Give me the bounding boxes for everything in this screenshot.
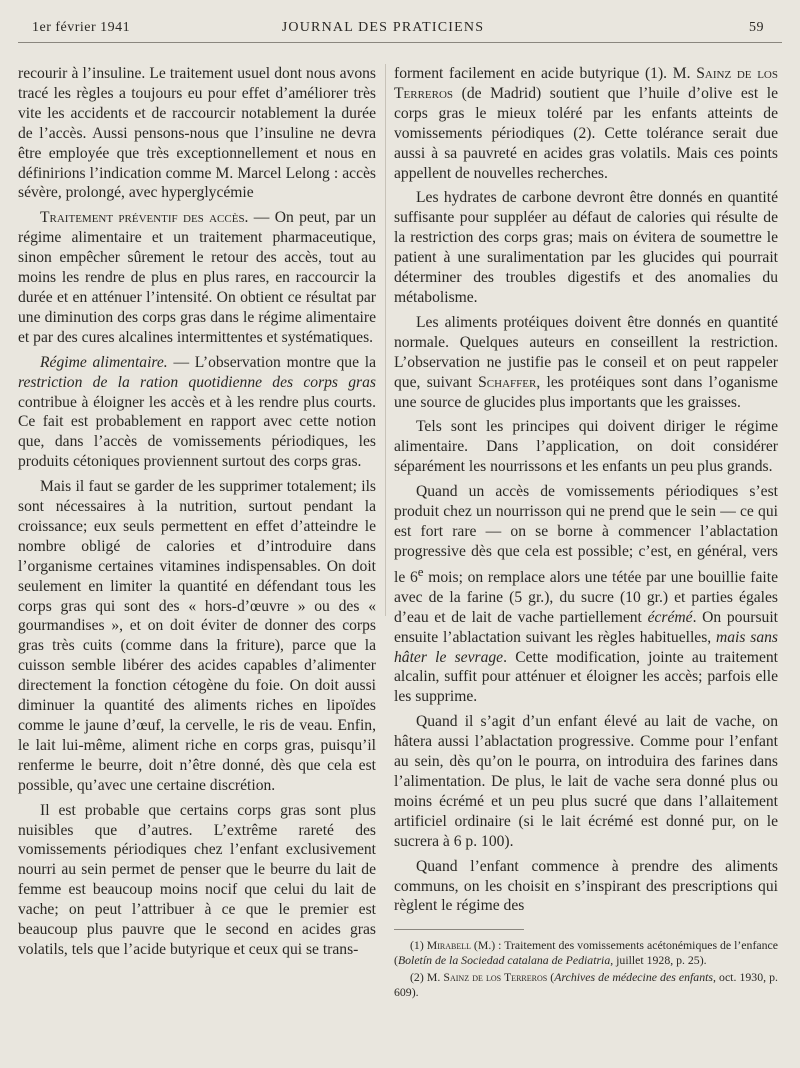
footnote-2 (394, 970, 778, 999)
nursling-emphasis-weaning: mais sans hâter le sevrage (394, 628, 778, 666)
diet-text-b: contribue à éloigner les accès et à les rendre plus courts. Ce fait est probablement en rapport avec cette notion que, dans l’accès de vomissements périodiques, les produits cétoniques proviennent surtout des corps gras. (18, 393, 376, 471)
footnote-2-text-b: , oct. 1930, p. 609). (394, 970, 779, 999)
nursling-text-b: mois; on remplace alors une tétée par une bouillie faite avec de la farine (5 gr.), du sucre (10 gr.) et parties égales d’eau et de lait de vache partiellement (394, 568, 778, 626)
paragraph-insulin: recourir à l’insuline. Le traitement usuel dont nous avons tracé les règles a toujours eu pour effet d’améliorer très vite les accidents et de raccourcir notablement la durée de l’accès. Aussi pensons-nous que l’insuline ne devra être employée que très exceptionnellement et nous en définirions l’indication comme M. Marcel Lelong : accès sévère, prolongé, avec hyperglycémie (18, 65, 376, 202)
paragraph-principles: Tels sont les principes qui doivent diriger le régime alimentaire. Dans l’application, on doit considérer séparément les nourrissons et les enfants un peu plus grands. (394, 418, 778, 476)
nursling-text-c: . On poursuit ensuite l’ablactation suivant les règles habituelles, (394, 608, 778, 646)
paragraph-preventive-treatment (18, 208, 376, 347)
footnote-1-text-b: , juillet 1928, p. 25). (610, 952, 707, 967)
paragraph-proteins (394, 313, 778, 413)
footnote-rule (394, 929, 524, 930)
paragraph-diet (18, 353, 376, 472)
diet-emphasis: restriction de la ration quotidienne des corps gras (18, 373, 376, 391)
nursling-emphasis-skimmed: écrémé (647, 608, 693, 626)
footnote-2-text-a: ( (547, 970, 555, 985)
footnote-2-author: Sainz de los Terreros (443, 970, 548, 985)
olive-text-a: forment facilement en acide butyrique (1). M. (394, 65, 697, 82)
issue-date: 1er février 1941 (32, 20, 131, 35)
footnote-1 (394, 938, 778, 967)
paragraph-nursling (394, 482, 778, 707)
paragraph-common-food: Quand l’enfant commence à prendre des aliments communs, on les choisit en s’inspirant des prescriptions qui règlent le régime des (394, 857, 778, 915)
header-rule (18, 42, 782, 43)
paragraph-fats-necessary: Mais il faut se garder de les supprimer totalement; ils sont nécessaires à la nutrition, surtout pendant la croissance; eux seuls permettent en effet d’atteindre le nombre obligé de calories et d’introduire dans l’organisme certaines vitamines indispensables. On doit seulement en limiter la quantité en défendant tous les corps gras qui sont des « hors-d’œuvre » ou des « gourmandises », et on doit éviter de donner des corps gras très cuits (comme dans la friture), parce que la cuisson semble libérer des acides capables d’alimenter directement la fonction cétogène du foie. On doit aussi diminuer la quantité des aliments riches en lipoïdes comme le jaune d’œuf, la cervelle, le ris de veau. Enfin, le lait lui-même, aliment riche en corps gras, puisqu’il renferme le beurre, doit n’être donné, dès que cela est possible, qu’avec une certaine discrétion. (18, 478, 376, 794)
footnote-1-journal: Boletín de la Sociedad catalana de Pediatria (397, 952, 611, 967)
footnote-2-number: (2) M. (410, 970, 444, 985)
proteins-text-a: Les aliments protéiques doivent être donnés en quantité normale. Quelques auteurs en conseillent la restriction. L’observation ne justifie pas le conseil et on peut rappeler que, suivant (394, 313, 778, 391)
preventive-text: — On peut, par un régime alimentaire et un traitement pharmaceutique, sinon empêcher sûrement le retour des accès, tout au moins les rendre de plus en plus rares, en raccourcir la durée et en atténuer l’intensité. On obtient ce résultat par une diminution des corps gras dans le régime alimentaire et par des cures alcalines intermittentes et systématiques. (18, 209, 376, 346)
olive-text-b: (de Madrid) soutient que l’huile d’olive est le corps gras le mieux toléré par les enfants atteints de vomissements périodiques (2). Cette tolérance serait due aussi à sa pauvreté en acides gras volatils. Mais ces points appellent de nouvelles recherches. (394, 84, 778, 182)
ordinal-superscript: e (417, 563, 424, 579)
journal-title: JOURNAL DES PRATICIENS (281, 20, 485, 35)
footnote-1-text-a: : Traitement des vomissements acétonémiques de l’enfance ( (394, 938, 778, 967)
nursling-text-a: Quand un accès de vomissements périodiques s’est produit chez un nourrisson qui ne prend que le sein — ce qui est fort rare — on se borne à commencer l’ablactation progressive dès que cela est possible; c’est, en général, vers le 6 (394, 483, 778, 586)
footnotes (394, 938, 778, 999)
section-heading-diet: Régime alimentaire. (40, 353, 168, 371)
author-sainz: Sainz de los Terreros (394, 65, 778, 102)
author-schaffer: Schaffer (478, 373, 537, 391)
column-divider (385, 64, 386, 616)
nursling-text-d: . Cette modification, jointe au traitement alcalin, suffit pour atténuer et éloigner les accès; parfois elle les supprime. (394, 648, 778, 706)
footnote-1-author: Mirabell (M.) (426, 938, 496, 952)
page-number: 59 (749, 20, 764, 35)
right-column (394, 64, 778, 916)
paragraph-olive-oil (394, 64, 778, 183)
paragraph-carbohydrates: Les hydrates de carbone devront être donnés en quantité suffisante pour suppléer au défaut de calories qui résulte de la restriction des corps gras; mais on évitera de soumettre le patient à une suralimentation par les glucides qui pourrait déterminer des troubles digestifs et des anomalies du métabolisme. (394, 189, 778, 306)
section-heading-preventive: Traitement préventif des accès. (40, 209, 249, 227)
proteins-text-b: , les protéiques sont dans l’oganisme une source de glucides plus importants que les graisses. (394, 373, 778, 411)
paragraph-harmful-fats: Il est probable que certains corps gras sont plus nuisibles que d’autres. L’extrême rareté des vomissements périodiques chez l’enfant exclusivement nourri au sein permet de penser que le beurre du lait de femme est beaucoup moins nocif que celui du lait de vache; on peut l’attribuer à ce que le premier est beaucoup plus pauvre que le second en acides gras volatils, tels que l’acide butyrique et ceux qui se trans- (18, 801, 376, 958)
left-column (18, 64, 376, 960)
diet-text-a: — L’observation montre que la (167, 353, 376, 371)
running-head (32, 20, 764, 40)
paragraph-cow-milk: Quand il s’agit d’un enfant élevé au lait de vache, on hâtera aussi l’ablactation progressive. Comme pour l’enfant au sein, dès qu’on le pourra, on introduira des farines dans l’alimentation. De plus, le lait de vache sera donné plus ou moins écrémé et un peu plus sucré que dans l’allaitement artificiel ordinaire (si le lait écrémé est donné pur, on le sucrera à 6 p. 100). (394, 713, 778, 850)
footnote-1-number: (1) (410, 938, 427, 952)
footnote-2-journal: Archives de médecine des enfants (554, 970, 713, 985)
